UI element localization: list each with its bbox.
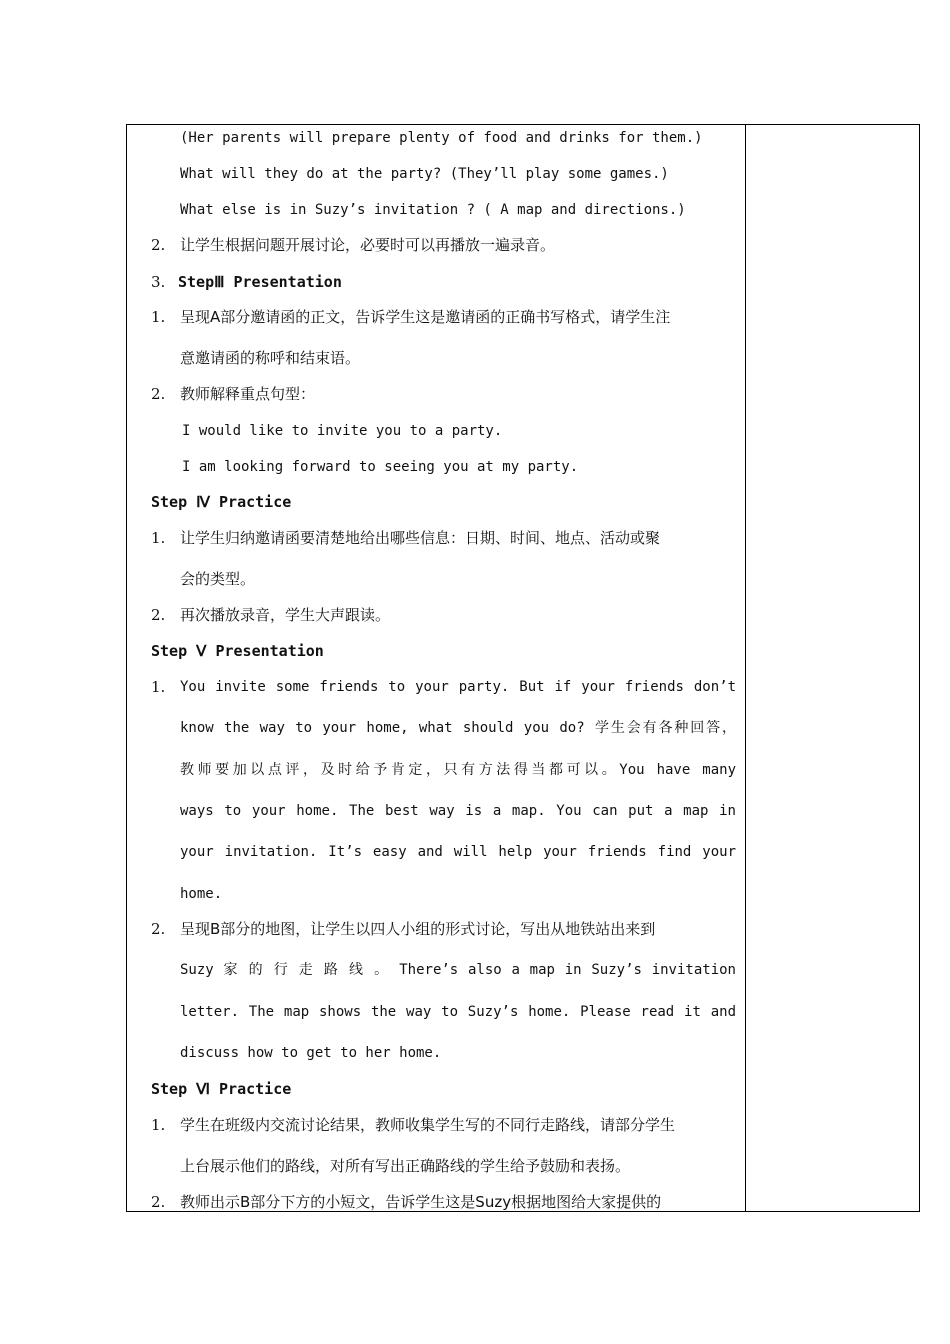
- section-heading: Step Ⅳ Practice: [151, 493, 292, 511]
- list-number: 3.: [151, 273, 166, 291]
- text-line: 意邀请函的称呼和结束语。: [180, 349, 361, 367]
- list-number: 2.: [151, 385, 166, 403]
- section-heading: Step Ⅵ Practice: [151, 1080, 292, 1098]
- text-line: discuss how to get to her home.: [180, 1045, 442, 1061]
- list-number: 2.: [151, 1193, 166, 1211]
- text-line: What else is in Suzy’s invitation ? ( A map and directions.): [180, 202, 686, 218]
- text-line: 会的类型。: [180, 570, 256, 588]
- text-line: ways to your home. The best way is a map. You can put a map in: [180, 803, 736, 819]
- text-line: 让学生根据问题开展讨论，必要时可以再播放一遍录音。: [180, 236, 556, 254]
- text-line: I am looking forward to seeing you at my party.: [182, 459, 579, 475]
- list-number: 2.: [151, 606, 166, 624]
- text-line: 教师解释重点句型：: [180, 385, 316, 403]
- text-line: Suzy 家 的 行 走 路 线 。 There’s also a map in Suzy’s invitation: [180, 962, 736, 978]
- list-number: 2.: [151, 920, 166, 938]
- text-line: I would like to invite you to a party.: [182, 423, 503, 439]
- text-line: What will they do at the party? (They’ll play some games.): [180, 166, 669, 182]
- text-line: 呈现A部分邀请函的正文，告诉学生这是邀请函的正确书写格式，请学生注: [180, 308, 671, 326]
- text-line: your invitation. It’s easy and will help your friends find your: [180, 844, 736, 860]
- section-heading: Step Ⅴ Presentation: [151, 642, 324, 660]
- text-line: 教师出示B部分下方的小短文，告诉学生这是Suzy根据地图给大家提供的: [180, 1193, 662, 1211]
- text-line: know the way to your home, what should you do? 学生会有各种回答，: [180, 720, 736, 736]
- list-number: 2.: [151, 236, 166, 254]
- lesson-content-cell: [126, 124, 745, 1212]
- text-line: 呈现B部分的地图，让学生以四人小组的形式讨论，写出从地铁站出来到: [180, 920, 656, 938]
- list-number: 1.: [151, 529, 166, 547]
- text-line: 再次播放录音，学生大声跟读。: [180, 606, 391, 624]
- text-line: home.: [180, 886, 223, 902]
- text-line: letter. The map shows the way to Suzy’s home. Please read it and: [180, 1004, 736, 1020]
- text-line: (Her parents will prepare plenty of food and drinks for them.): [180, 130, 703, 146]
- list-number: 1.: [151, 678, 166, 696]
- list-number: 1.: [151, 308, 166, 326]
- section-heading: StepⅢ Presentation: [178, 273, 342, 291]
- text-line: You invite some friends to your party. But if your friends don’t: [180, 679, 736, 695]
- text-line: 教师要加以点评，及时给予肯定，只有方法得当都可以。You have many: [180, 762, 736, 778]
- list-number: 1.: [151, 1116, 166, 1134]
- text-line: 让学生归纳邀请函要清楚地给出哪些信息：日期、时间、地点、活动或聚: [180, 529, 661, 547]
- text-line: 上台展示他们的路线，对所有写出正确路线的学生给予鼓励和表扬。: [180, 1157, 631, 1175]
- text-line: 学生在班级内交流讨论结果，教师收集学生写的不同行走路线，请部分学生: [180, 1116, 676, 1134]
- notes-cell: [746, 125, 919, 1211]
